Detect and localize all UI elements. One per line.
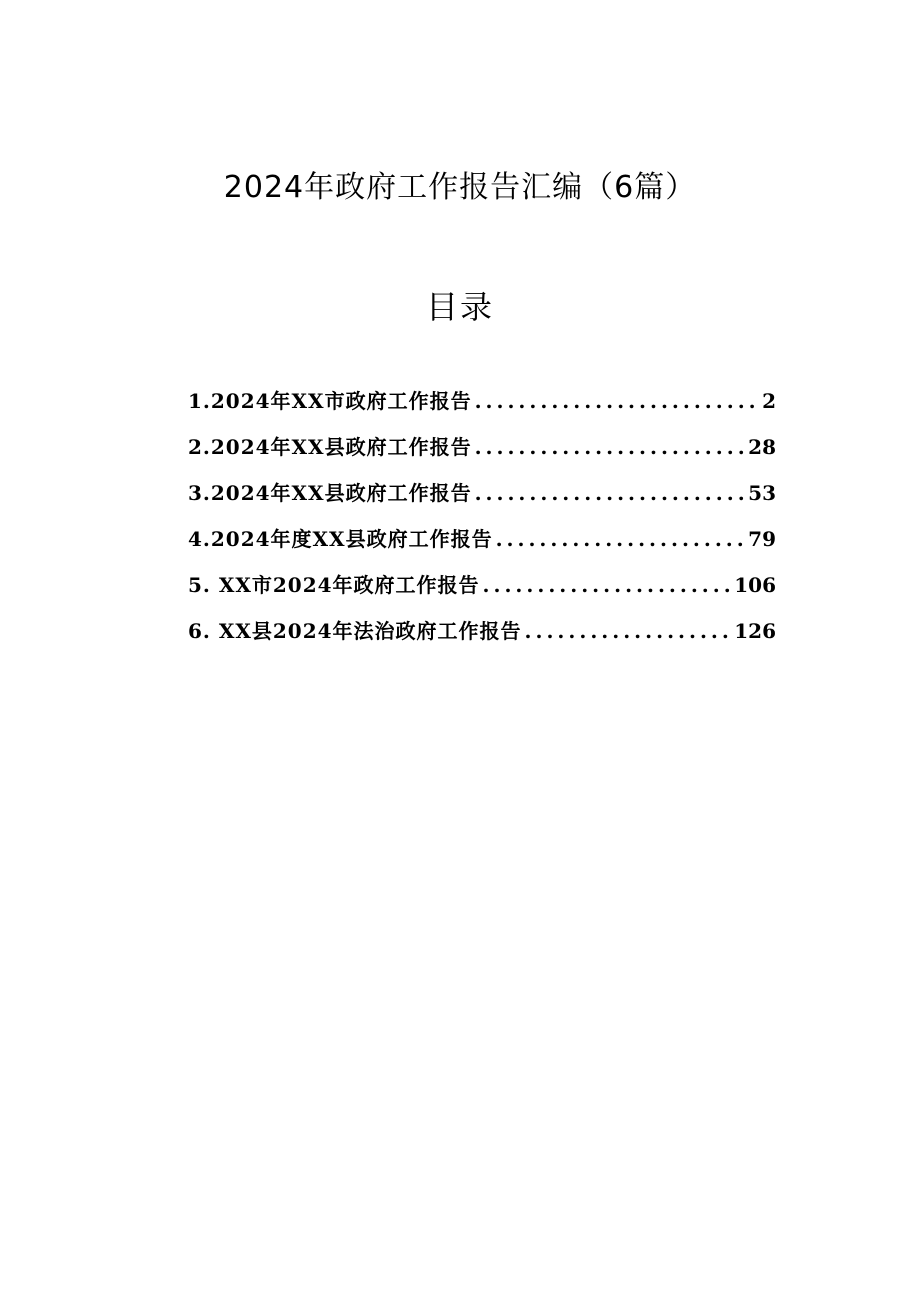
toc-entry-page: 28 bbox=[748, 435, 776, 459]
toc-dot-leader bbox=[475, 470, 746, 516]
toc-entry-label: 3.2024年XX县政府工作报告 bbox=[188, 481, 472, 505]
toc-entry-2[interactable] bbox=[188, 424, 776, 470]
toc-entry-label: 5. XX市2024年政府工作报告 bbox=[188, 573, 480, 597]
toc-entry-4[interactable] bbox=[188, 516, 776, 562]
toc-entry-6[interactable] bbox=[188, 608, 776, 654]
toc-heading: 目录 bbox=[425, 288, 494, 326]
toc-dot-leader bbox=[483, 562, 732, 608]
toc-entry-page: 79 bbox=[748, 527, 776, 551]
toc-dot-leader bbox=[496, 516, 746, 562]
toc-list bbox=[188, 378, 776, 654]
toc-entry-1[interactable] bbox=[188, 378, 776, 424]
toc-entry-page: 53 bbox=[748, 481, 776, 505]
toc-entry-page: 126 bbox=[734, 619, 776, 643]
toc-entry-label: 4.2024年度XX县政府工作报告 bbox=[188, 527, 493, 551]
toc-dot-leader bbox=[475, 424, 746, 470]
toc-entry-page: 106 bbox=[734, 573, 776, 597]
toc-dot-leader bbox=[525, 608, 732, 654]
toc-entry-page: 2 bbox=[762, 389, 776, 413]
document-title: 2024年政府工作报告汇编（6篇） bbox=[223, 170, 697, 205]
toc-entry-3[interactable] bbox=[188, 470, 776, 516]
toc-entry-label: 6. XX县2024年法治政府工作报告 bbox=[188, 619, 522, 643]
toc-entry-5[interactable] bbox=[188, 562, 776, 608]
toc-dot-leader bbox=[475, 378, 760, 424]
toc-entry-label: 1.2024年XX市政府工作报告 bbox=[188, 389, 472, 413]
toc-entry-label: 2.2024年XX县政府工作报告 bbox=[188, 435, 472, 459]
